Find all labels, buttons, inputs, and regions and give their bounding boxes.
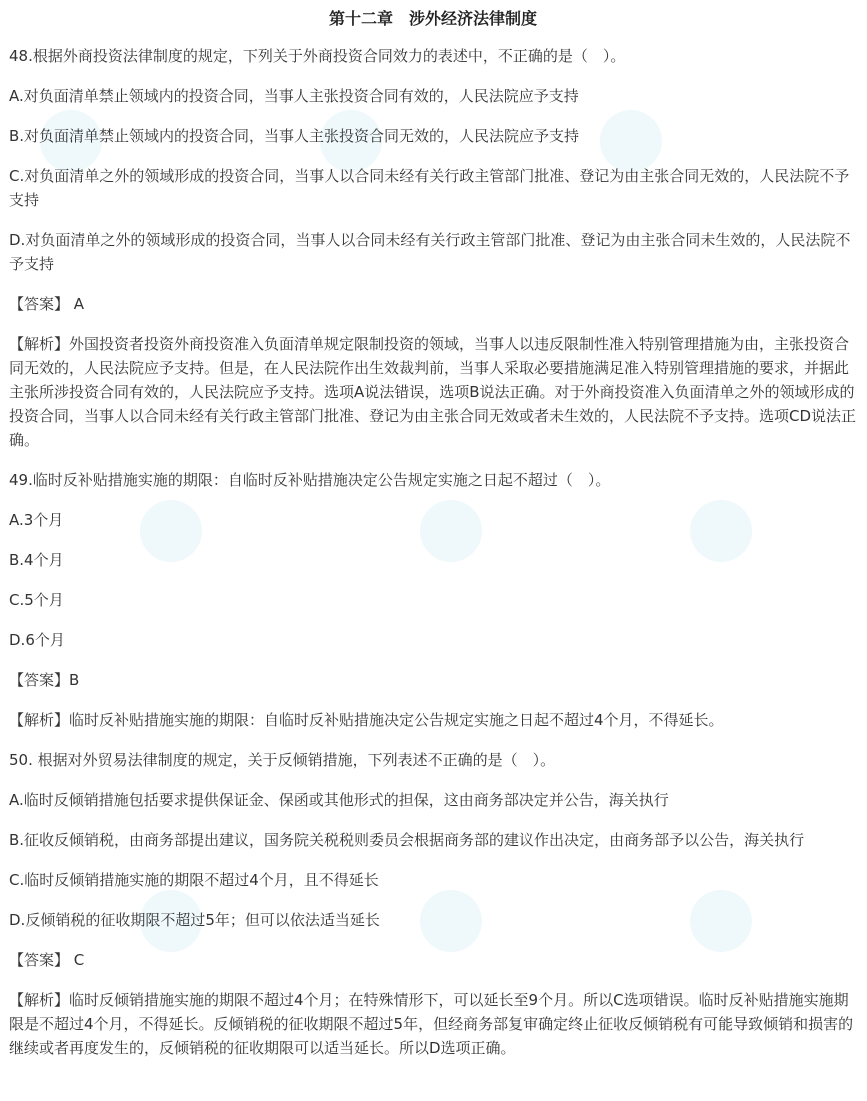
question-stem: 50. 根据对外贸易法律制度的规定，关于反倾销措施，下列表述不正确的是（ ）。 bbox=[9, 751, 556, 769]
question-option: C.5个月 bbox=[9, 591, 64, 609]
question-option: D.6个月 bbox=[9, 631, 65, 649]
question-option: A.临时反倾销措施包括要求提供保证金、保函或其他形式的担保，这由商务部决定并公告，海关执行 bbox=[9, 791, 669, 809]
chapter-title: 第十二章 涉外经济法律制度 bbox=[328, 9, 537, 28]
question-option: D.反倾销税的征收期限不超过5年；但可以依法适当延长 bbox=[9, 911, 380, 929]
question-option: B.征收反倾销税，由商务部提出建议，国务院关税税则委员会根据商务部的建议作出决定，由商务部予以公告，海关执行 bbox=[9, 831, 805, 849]
document bbox=[9, 6, 857, 1076]
answer: 【答案】B bbox=[9, 671, 80, 689]
answer: 【答案】 A bbox=[9, 295, 85, 313]
question-option: A.对负面清单禁止领域内的投资合同，当事人主张投资合同有效的，人民法院应予支持 bbox=[9, 87, 579, 105]
analysis: 【解析】临时反补贴措施实施的期限：自临时反补贴措施决定公告规定实施之日起不超过4个月，不得延长。 bbox=[9, 711, 724, 729]
question-stem: 48.根据外商投资法律制度的规定，下列关于外商投资合同效力的表述中，不正确的是（ ）。 bbox=[9, 47, 626, 65]
analysis: 【解析】外国投资者投资外商投资准入负面清单规定限制投资的领域，当事人以违反限制性准入特别管理措施为由，主张投资合同无效的，人民法院应予支持。但是，在人民法院作出生效裁判前，当事人采取必要措施满足准入特别管理措施的要求，并据此主张所涉投资合同有效的，人民法院应予支持。选项A说法错误，选项B说法正确。对于外商投资准入负面清单之外的领域形成的投资合同，当事人以合同未经有关行政主管部门批准、登记为由主张合同无效或者未生效的，人民法院不予支持。选项CD说法正确。 bbox=[9, 335, 857, 449]
question-option: B.对负面清单禁止领域内的投资合同，当事人主张投资合同无效的，人民法院应予支持 bbox=[9, 127, 580, 145]
question-option: A.3个月 bbox=[9, 511, 64, 529]
answer: 【答案】 C bbox=[9, 951, 85, 969]
question-stem: 49.临时反补贴措施实施的期限：自临时反补贴措施决定公告规定实施之日起不超过（ ）。 bbox=[9, 471, 611, 489]
question-option: B.4个月 bbox=[9, 551, 64, 569]
question-option: D.对负面清单之外的领域形成的投资合同，当事人以合同未经有关行政主管部门批准、登记为由主张合同未生效的，人民法院不予支持 bbox=[9, 231, 851, 273]
question-option: C.对负面清单之外的领域形成的投资合同，当事人以合同未经有关行政主管部门批准、登记为由主张合同无效的，人民法院不予支持 bbox=[9, 167, 850, 209]
question-option: C.临时反倾销措施实施的期限不超过4个月，且不得延长 bbox=[9, 871, 379, 889]
analysis: 【解析】临时反倾销措施实施的期限不超过4个月；在特殊情形下，可以延长至9个月。所以C选项错误。临时反补贴措施实施期限是不超过4个月，不得延长。反倾销税的征收期限不超过5年，但经商务部复审确定终止征收反倾销税有可能导致倾销和损害的继续或者再度发生的，反倾销税的征收期限可以适当延长。所以D选项正确。 bbox=[9, 991, 854, 1057]
